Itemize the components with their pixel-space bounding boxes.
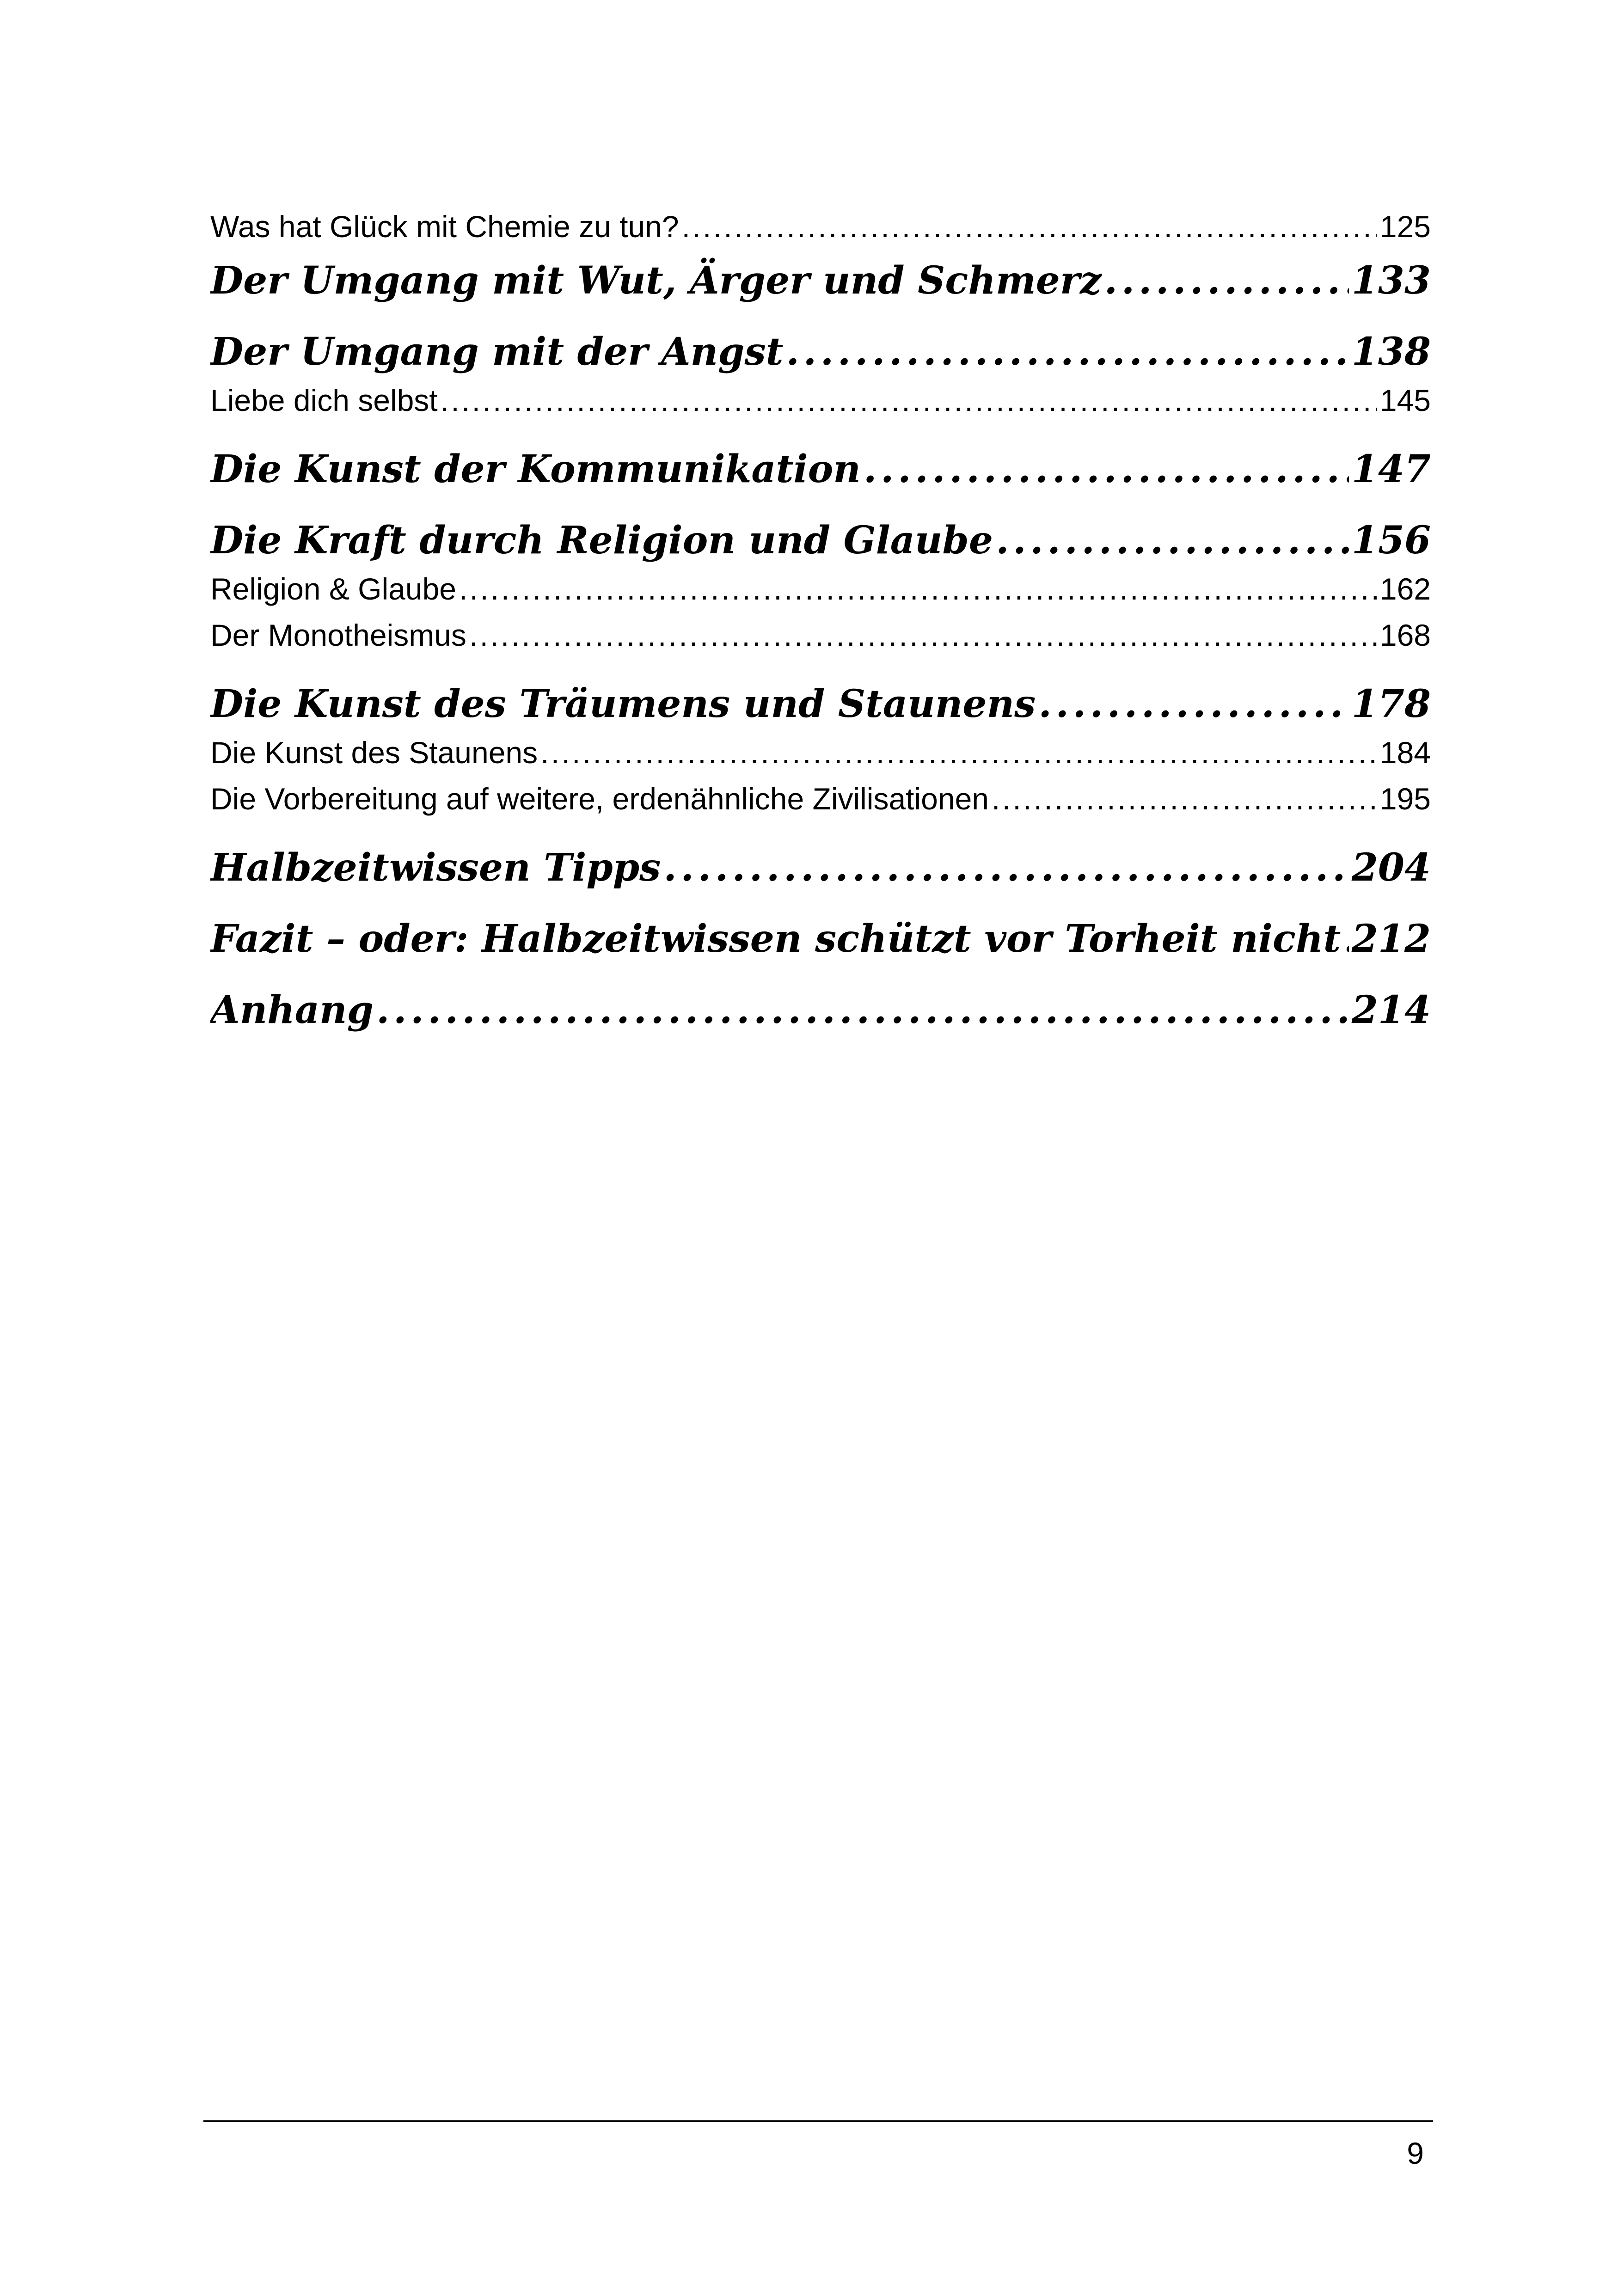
dot-leader [1038, 679, 1349, 729]
toc-entry-page: 125 [1379, 209, 1431, 244]
toc-entry-title: Halbzeitwissen Tipps [210, 845, 661, 890]
dot-leader [864, 444, 1349, 495]
dot-leader [441, 377, 1377, 423]
toc-entry-page: 204 [1351, 845, 1431, 890]
toc-entry-page: 138 [1351, 330, 1431, 374]
toc-entry-page: 147 [1351, 447, 1431, 491]
toc-entry-page: 184 [1379, 735, 1431, 770]
toc-entry-page: 133 [1351, 258, 1431, 303]
toc-entry [210, 729, 1431, 776]
dot-leader [663, 842, 1349, 893]
toc-chapter-entry [210, 515, 1431, 566]
toc-entry-title: Religion & Glaube [210, 572, 456, 606]
toc-entry [210, 566, 1431, 612]
toc-entry-title: Der Monotheismus [210, 618, 466, 652]
toc-entry-page: 178 [1351, 682, 1431, 726]
dot-leader [992, 776, 1377, 822]
toc-entry-title: Liebe dich selbst [210, 383, 438, 417]
toc-entry-title: Die Kunst des Träumens und Staunens [210, 682, 1036, 726]
toc-entry-title: Fazit – oder: Halbzeitwissen schützt vor Torheit nicht [210, 917, 1341, 961]
toc-entry-title: Die Vorbereitung auf weitere, erdenähnliche Zivilisationen [210, 782, 989, 816]
toc-chapter-entry [210, 326, 1431, 377]
toc-chapter-entry [210, 913, 1431, 964]
dot-leader [996, 515, 1349, 566]
toc-chapter-entry [210, 679, 1431, 729]
table-of-contents [210, 203, 1431, 1035]
dot-leader [1343, 913, 1348, 964]
toc-entry-title: Die Kunst des Staunens [210, 735, 538, 770]
toc-entry-title: Der Umgang mit der Angst [210, 330, 784, 374]
toc-chapter-entry [210, 842, 1431, 893]
page-number: 9 [1407, 2136, 1424, 2170]
toc-chapter-entry [210, 985, 1431, 1035]
toc-entry-page: 212 [1351, 917, 1431, 961]
toc-chapter-entry [210, 255, 1431, 306]
toc-entry-page: 156 [1351, 518, 1431, 563]
toc-entry-page: 214 [1351, 988, 1431, 1032]
toc-entry [210, 377, 1431, 423]
toc-entry-page: 162 [1379, 572, 1431, 606]
dot-leader [459, 566, 1377, 612]
toc-entry-title: Die Kraft durch Religion und Glaube [210, 518, 993, 563]
dot-leader [786, 326, 1349, 377]
toc-entry-page: 195 [1379, 782, 1431, 816]
toc-entry [210, 203, 1431, 250]
toc-entry-title: Der Umgang mit Wut, Ärger und Schmerz [210, 258, 1102, 303]
toc-chapter-entry [210, 444, 1431, 495]
dot-leader [376, 985, 1349, 1035]
toc-entry-title: Die Kunst der Kommunikation [210, 447, 861, 491]
footer-divider [203, 2120, 1433, 2122]
toc-entry [210, 612, 1431, 658]
dot-leader [1104, 255, 1349, 306]
toc-entry-title: Was hat Glück mit Chemie zu tun? [210, 209, 679, 244]
toc-entry-title: Anhang [210, 988, 374, 1032]
dot-leader [469, 612, 1377, 658]
dot-leader [540, 729, 1377, 776]
toc-entry [210, 776, 1431, 822]
toc-entry-page: 145 [1379, 383, 1431, 417]
dot-leader [682, 203, 1377, 250]
toc-entry-page: 168 [1379, 618, 1431, 652]
